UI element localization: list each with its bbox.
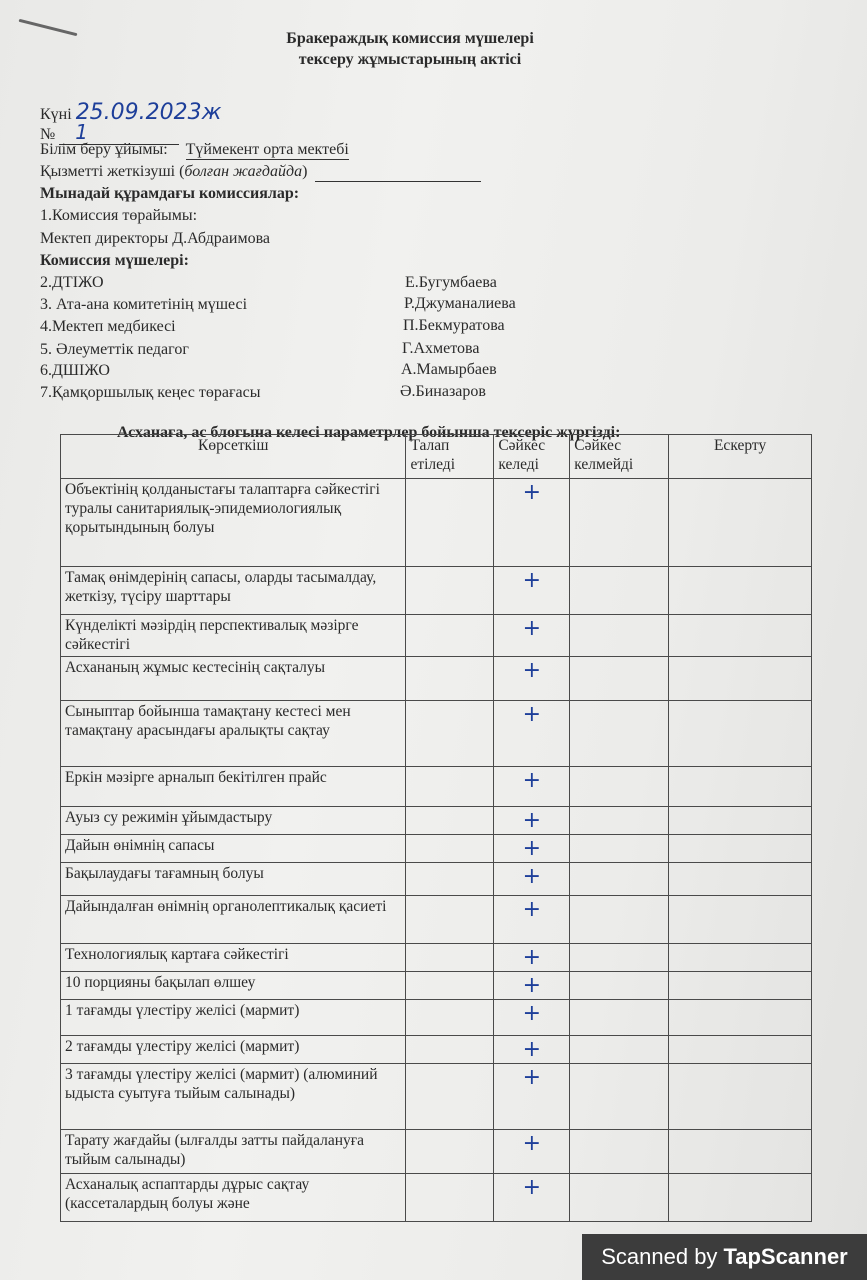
compliant-mark: + bbox=[494, 567, 570, 615]
indicator-cell: Асхананың жұмыс кестесінің сақталуы bbox=[61, 657, 406, 701]
required-cell bbox=[406, 479, 494, 567]
table-row bbox=[61, 944, 812, 972]
required-cell bbox=[406, 657, 494, 701]
indicator-cell: Дайындалған өнімнің органолептикалық қасиеті bbox=[61, 896, 406, 944]
table-row bbox=[61, 479, 812, 567]
note-cell bbox=[669, 1000, 812, 1036]
note-cell bbox=[669, 767, 812, 807]
compliant-mark: + bbox=[494, 896, 570, 944]
compliant-mark: + bbox=[494, 701, 570, 767]
note-cell bbox=[669, 1130, 812, 1174]
noncompliant-cell bbox=[570, 1036, 669, 1064]
table-row bbox=[61, 657, 812, 701]
compliant-mark: + bbox=[494, 972, 570, 1000]
compliant-mark: + bbox=[494, 479, 570, 567]
indicator-cell: Сыныптар бойынша тамақтану кестесі мен тамақтану арасындағы аралықты сақтау bbox=[61, 701, 406, 767]
member-role: 6.ДШІЖО bbox=[40, 362, 110, 379]
chair-value: Мектеп директоры Д.Абдраимова bbox=[40, 230, 271, 247]
note-cell bbox=[669, 657, 812, 701]
watermark-brand: TapScanner bbox=[723, 1244, 848, 1269]
compliant-mark: + bbox=[494, 1064, 570, 1130]
table-row bbox=[61, 896, 812, 944]
supplier-italic: болған жағдайда bbox=[184, 163, 303, 180]
compliant-mark: + bbox=[494, 835, 570, 863]
member-role: 4.Мектеп медбикесі bbox=[40, 318, 176, 335]
note-cell bbox=[669, 615, 812, 657]
noncompliant-cell bbox=[570, 1000, 669, 1036]
title-line-1: Бракераждық комиссия мүшелері bbox=[286, 30, 534, 47]
note-cell bbox=[669, 701, 812, 767]
indicator-cell: Тамақ өнімдерінің сапасы, оларды тасымалдау, жеткізу, түсіру шарттары bbox=[61, 567, 406, 615]
indicator-cell: 10 порцияны бақылап өлшеу bbox=[61, 972, 406, 1000]
number-label: № bbox=[40, 126, 56, 143]
table-row bbox=[61, 701, 812, 767]
compliant-mark: + bbox=[494, 1174, 570, 1222]
supplier-row bbox=[40, 163, 481, 182]
member-role: 5. Әлеуметтік педагог bbox=[40, 341, 189, 358]
noncompliant-cell bbox=[570, 863, 669, 896]
table-row bbox=[61, 835, 812, 863]
table-row bbox=[61, 1000, 812, 1036]
table-row bbox=[61, 767, 812, 807]
header-noncompliant: Сәйкес келмейді bbox=[570, 435, 669, 479]
note-cell bbox=[669, 972, 812, 1000]
required-cell bbox=[406, 807, 494, 835]
noncompliant-cell bbox=[570, 767, 669, 807]
org-row bbox=[40, 141, 349, 160]
required-cell bbox=[406, 863, 494, 896]
indicator-cell: Бақылаудағы тағамның болуы bbox=[61, 863, 406, 896]
note-cell bbox=[669, 479, 812, 567]
watermark-prefix: Scanned by bbox=[601, 1244, 718, 1269]
noncompliant-cell bbox=[570, 1130, 669, 1174]
inspection-table bbox=[60, 434, 812, 1222]
member-role: 7.Қамқоршылық кеңес төрағасы bbox=[40, 384, 261, 401]
noncompliant-cell bbox=[570, 1064, 669, 1130]
noncompliant-cell bbox=[570, 1174, 669, 1222]
table-row bbox=[61, 1064, 812, 1130]
indicator-cell: Асханалық аспаптарды дұрыс сақтау (кассеталардың болуы және bbox=[61, 1174, 406, 1222]
noncompliant-cell bbox=[570, 896, 669, 944]
member-name: Р.Джуманалиева bbox=[404, 295, 516, 312]
noncompliant-cell bbox=[570, 944, 669, 972]
required-cell bbox=[406, 944, 494, 972]
org-value: Түймекент орта мектебі bbox=[185, 141, 349, 158]
noncompliant-cell bbox=[570, 972, 669, 1000]
indicator-cell: Тарату жағдайы (ылғалды затты пайдалануға тыйым салынады) bbox=[61, 1130, 406, 1174]
note-cell bbox=[669, 835, 812, 863]
title-line-2: тексеру жұмыстарының актісі bbox=[298, 51, 522, 68]
required-cell bbox=[406, 1130, 494, 1174]
table-row bbox=[61, 615, 812, 657]
compliant-mark: + bbox=[494, 1130, 570, 1174]
note-cell bbox=[669, 863, 812, 896]
header-note: Ескерту bbox=[669, 435, 812, 479]
scanner-watermark bbox=[582, 1234, 867, 1280]
indicator-cell: Күнделікті мәзірдің перспективалық мәзірге сәйкестігі bbox=[61, 615, 406, 657]
supplier-blank bbox=[315, 163, 481, 182]
chair-label: 1.Комиссия төрайымы: bbox=[40, 207, 198, 224]
member-name: П.Бекмуратова bbox=[403, 317, 505, 334]
table-row bbox=[61, 1174, 812, 1222]
required-cell bbox=[406, 701, 494, 767]
table-header-row bbox=[61, 435, 812, 479]
indicator-cell: Объектінің қолданыстағы талаптарға сәйкестігі туралы санитариялық-эпидемиологиялық қорытындының болуы bbox=[61, 479, 406, 567]
table-caption: Асханаға, ас блогына келесі параметрлер бойынша тексеріс жүргізді: bbox=[117, 424, 621, 441]
noncompliant-cell bbox=[570, 615, 669, 657]
member-role: 2.ДТІЖО bbox=[40, 274, 104, 291]
required-cell bbox=[406, 1174, 494, 1222]
table-row bbox=[61, 807, 812, 835]
commission-heading: Мынадай құрамдағы комиссиялар: bbox=[40, 185, 300, 202]
noncompliant-cell bbox=[570, 479, 669, 567]
required-cell bbox=[406, 1036, 494, 1064]
pen-mark bbox=[19, 19, 78, 36]
noncompliant-cell bbox=[570, 835, 669, 863]
member-name: Е.Бугумбаева bbox=[405, 274, 497, 291]
note-cell bbox=[669, 567, 812, 615]
table-row bbox=[61, 1036, 812, 1064]
indicator-cell: 3 тағамды үлестіру желісі (мармит) (алюминий ыдыста суытуға тыйым салынады) bbox=[61, 1064, 406, 1130]
required-cell bbox=[406, 1064, 494, 1130]
indicator-cell: Дайын өнімнің сапасы bbox=[61, 835, 406, 863]
indicator-cell: 1 тағамды үлестіру желісі (мармит) bbox=[61, 1000, 406, 1036]
required-cell bbox=[406, 972, 494, 1000]
noncompliant-cell bbox=[570, 701, 669, 767]
member-name: Ә.Биназаров bbox=[400, 383, 486, 400]
date-value: 25.09.2023ж bbox=[75, 100, 222, 125]
note-cell bbox=[669, 807, 812, 835]
member-name: А.Мамырбаев bbox=[401, 361, 497, 378]
compliant-mark: + bbox=[494, 1036, 570, 1064]
header-required: Талап етіледі bbox=[406, 435, 494, 479]
compliant-mark: + bbox=[494, 807, 570, 835]
org-label: Білім беру ұйымы: bbox=[40, 141, 168, 158]
indicator-cell: Ауыз су режимін ұйымдастыру bbox=[61, 807, 406, 835]
compliant-mark: + bbox=[494, 944, 570, 972]
note-cell bbox=[669, 944, 812, 972]
required-cell bbox=[406, 1000, 494, 1036]
table-row bbox=[61, 863, 812, 896]
member-name: Г.Ахметова bbox=[402, 340, 480, 357]
required-cell bbox=[406, 835, 494, 863]
date-label: Күні bbox=[40, 106, 72, 123]
number-value: 1 bbox=[75, 120, 88, 144]
compliant-mark: + bbox=[494, 863, 570, 896]
compliant-mark: + bbox=[494, 1000, 570, 1036]
noncompliant-cell bbox=[570, 807, 669, 835]
table-row bbox=[61, 972, 812, 1000]
header-indicator: Көрсеткіш bbox=[61, 435, 406, 479]
table-row bbox=[61, 567, 812, 615]
compliant-mark: + bbox=[494, 615, 570, 657]
compliant-mark: + bbox=[494, 657, 570, 701]
members-heading: Комиссия мүшелері: bbox=[40, 252, 189, 269]
member-role: 3. Ата-ана комитетінің мүшесі bbox=[40, 296, 248, 313]
supplier-label: Қызметті жеткізуші ( bbox=[40, 163, 185, 180]
note-cell bbox=[669, 896, 812, 944]
indicator-cell: Еркін мәзірге арналып бекітілген прайс bbox=[61, 767, 406, 807]
required-cell bbox=[406, 615, 494, 657]
compliant-mark: + bbox=[494, 767, 570, 807]
indicator-cell: 2 тағамды үлестіру желісі (мармит) bbox=[61, 1036, 406, 1064]
note-cell bbox=[669, 1036, 812, 1064]
required-cell bbox=[406, 567, 494, 615]
noncompliant-cell bbox=[570, 657, 669, 701]
supplier-close: ) bbox=[302, 163, 308, 180]
header-compliant: Сәйкес келеді bbox=[494, 435, 570, 479]
noncompliant-cell bbox=[570, 567, 669, 615]
note-cell bbox=[669, 1064, 812, 1130]
indicator-cell: Технологиялық картаға сәйкестігі bbox=[61, 944, 406, 972]
table-row bbox=[61, 1130, 812, 1174]
required-cell bbox=[406, 767, 494, 807]
required-cell bbox=[406, 896, 494, 944]
note-cell bbox=[669, 1174, 812, 1222]
